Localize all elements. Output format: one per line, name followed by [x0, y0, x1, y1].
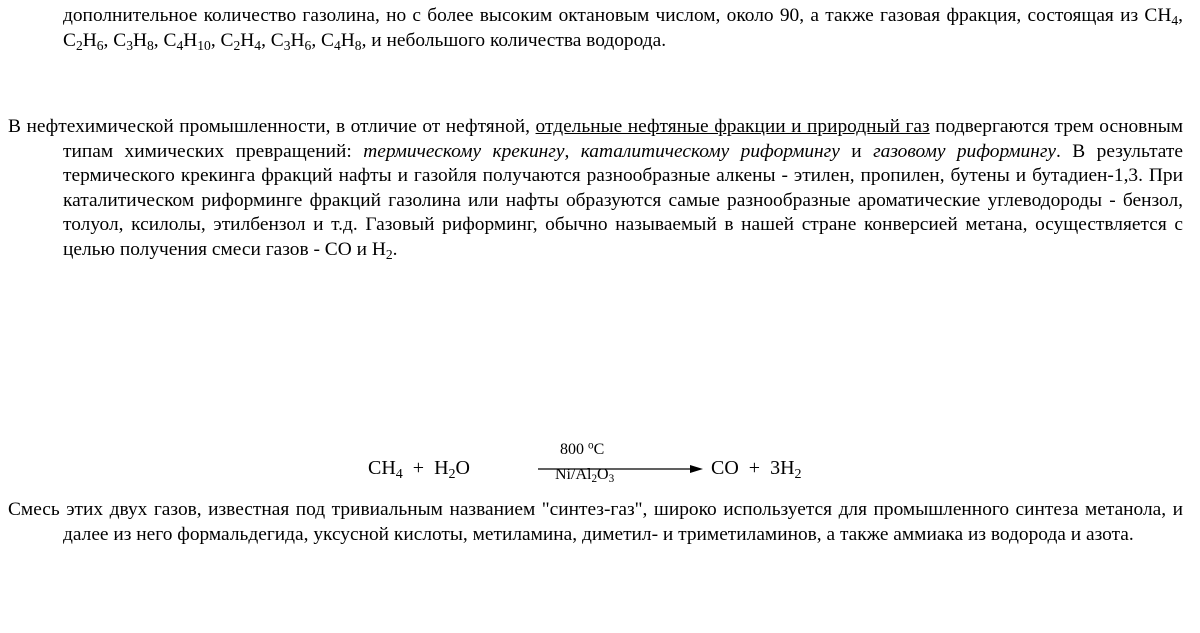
term-gas-reforming: газовому риформингу — [873, 140, 1057, 162]
term-thermal-cracking: термическому крекингу — [363, 140, 565, 162]
para1-line3: небольшого количества водорода. — [386, 29, 667, 51]
formula-c3h8: $C_3H_8$ — [113, 29, 154, 53]
term-catalytic-reforming: каталитическому риформингу — [580, 140, 840, 162]
underlined-phrase: отдельные нефтяные фракции и природный газ — [535, 116, 930, 137]
reaction-catalyst: $Ni/Al_2O_3$ — [555, 466, 615, 486]
para1-line2-start: также газовая фракция, состоящая из — [825, 5, 1145, 26]
paragraph-continuation: дополнительное количество газолина, но с более высоким октановым числом, около 90, а также газовая фракция, состоящая из $CH_4$, $C_2H_6$, $C_3H_8$, $C_4H_{10}$, $C_2H_4$, $C_3H_6$, $C_4H_8$, и небольшого количества водорода. — [63, 5, 1183, 53]
formula-c4h8: $C_4H_8$ — [321, 29, 362, 53]
para2-body: . В результате термического крекинга фракций нафты и газойля получаются разнообразные алкены - этилен, пропилен, бутены и бутадиен-1,3. При каталитическом риформинге фракций газолина или нафты образуются самые разнообразные ароматические углеводороды - бензол, толуол, ксилолы, этилбензол и т.д. Газовый риформинг, обычно называемый в нашей стране конверсией метана, осуществляется с целью получения смеси газов - CO и H — [63, 140, 1183, 260]
formula-c3h6: $C_3H_6$ — [270, 29, 312, 53]
para2-end: . — [392, 238, 398, 260]
reaction-equation — [0, 438, 1200, 490]
formula-c4h10: $C_4H_{10}$ — [163, 29, 211, 53]
paragraph-petrochemistry — [8, 115, 1183, 263]
para2-mid: подвергаются трем основным типам химических превращений: — [63, 116, 1183, 162]
formula-ch4: $CH_4$ — [1144, 5, 1179, 28]
h2-subscript: 2 — [385, 246, 393, 262]
separator-and: и — [839, 140, 874, 162]
formula-c2h4: $C_2H_4$ — [220, 29, 262, 53]
separator-comma: , — [564, 140, 581, 162]
equation-products: CO + $3H_2$ — [711, 457, 802, 482]
reaction-temperature: 800 $^o$C — [560, 439, 605, 458]
para1-line1: дополнительное количество газолина, но с более высоким октановым числом, около 90, а — [63, 5, 819, 26]
conjunction-and: и — [371, 29, 382, 51]
paragraph-syngas: Смесь этих двух газов, известная под тривиальным названием "синтез-газ", широко используется для промышленного синтеза метанола, и далее из него формальдегида, уксусной кислоты, метиламина, диметил- и триметиламинов, а также аммиака из водорода и азота. — [8, 499, 1183, 545]
para2-intro: В нефтехимической промышленности, в отличие от нефтяной, — [8, 116, 536, 137]
equation-reactants: $CH_4 + H_2O$ — [368, 457, 470, 482]
formula-c2h6: $C_2H_6$ — [63, 29, 104, 53]
